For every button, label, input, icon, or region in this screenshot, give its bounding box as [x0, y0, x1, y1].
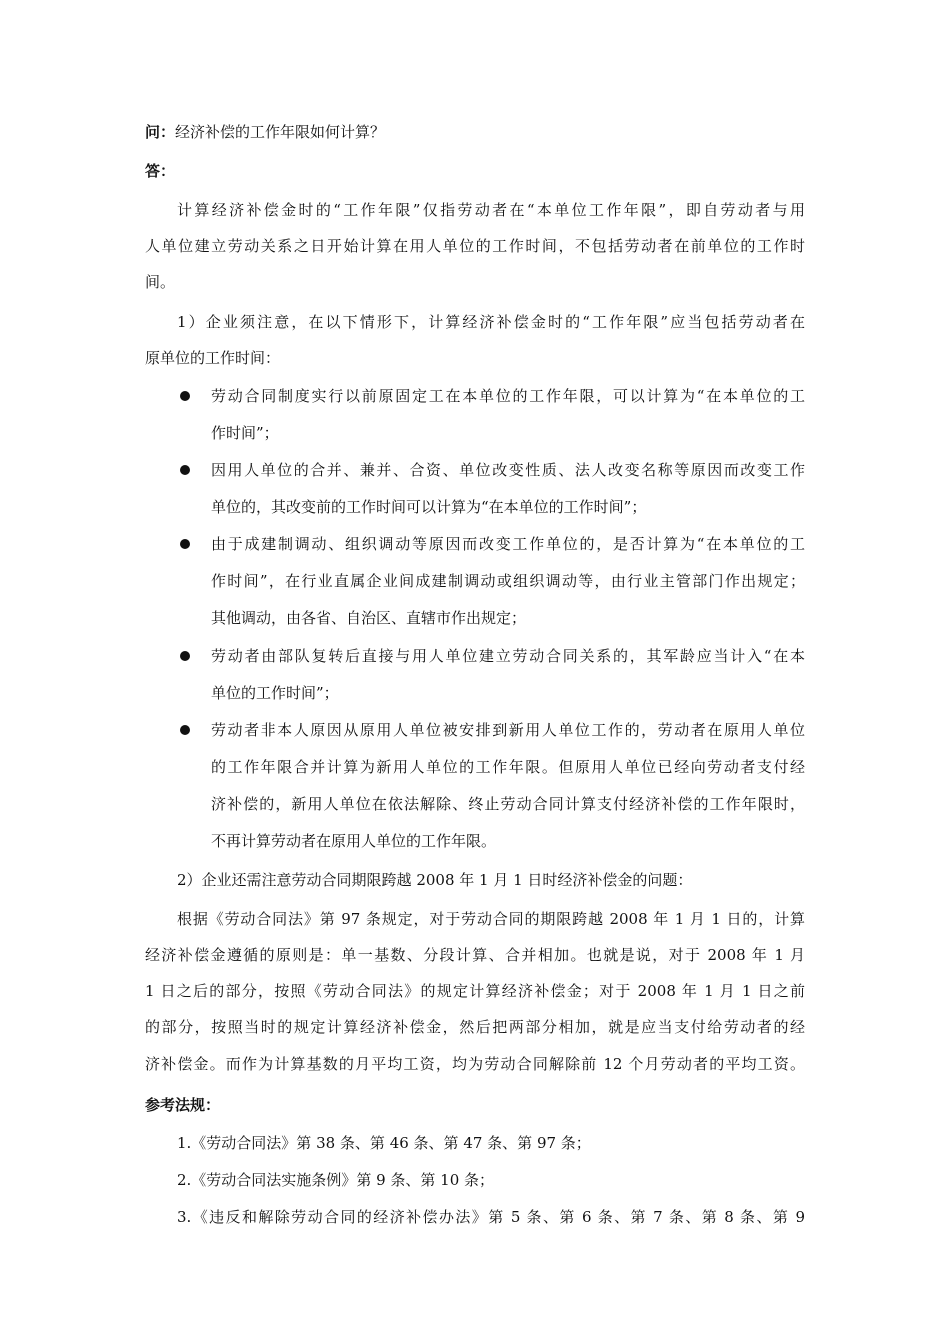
reference-item: 1.《劳动合同法》第 38 条、第 46 条、第 47 条、第 97 条；: [177, 1134, 591, 1152]
bullet-line: 单位的，其改变前的工作时间可以计算为“在本单位的工作时间”；: [211, 498, 647, 516]
intro-line: 人单位建立劳动关系之日开始计算在用人单位的工作时间，不包括劳动者在前单位的工作时: [145, 237, 805, 255]
reference-item: 2.《劳动合同法实施条例》第 9 条、第 10 条；: [177, 1171, 495, 1189]
intro-line: 计算经济补偿金时的“工作年限”仅指劳动者在“本单位工作年限”，即自劳动者与用: [177, 201, 805, 219]
bullet-dot-icon: [180, 651, 190, 661]
bullet-dot-icon: [180, 725, 190, 735]
bullet-dot-icon: [180, 465, 190, 475]
question-text: 经济补偿的工作年限如何计算？: [175, 123, 386, 141]
bullet-line: 其他调动，由各省、自治区、直辖市作出规定；: [211, 609, 527, 627]
bullet-line: 作时间”，在行业直属企业间成建制调动或组织调动等，由行业主管部门作出规定；: [211, 572, 805, 590]
references-heading: 参考法规：: [145, 1096, 221, 1114]
bullet-line: 单位的工作时间”；: [211, 684, 339, 702]
point1-line: 原单位的工作时间：: [145, 349, 281, 367]
bullet-line: 济补偿的，新用人单位在依法解除、终止劳动合同计算支付经济补偿的工作年限时，: [211, 795, 805, 813]
bullet-line: 由于成建制调动、组织调动等原因而改变工作单位的，是否计算为“在本单位的工: [211, 535, 805, 553]
point1-line: 1）企业须注意，在以下情形下，计算经济补偿金时的“工作年限”应当包括劳动者在: [177, 313, 805, 331]
answer-label: 答：: [145, 162, 176, 180]
paragraph-line: 的部分，按照当时的规定计算经济补偿金，然后把两部分相加，就是应当支付给劳动者的经: [145, 1018, 805, 1036]
paragraph-line: 济补偿金。而作为计算基数的月平均工资，均为劳动合同解除前 12 个月劳动者的平均工资。: [145, 1055, 805, 1073]
bullet-line: 的工作年限合并计算为新用人单位的工作年限。但原用人单位已经向劳动者支付经: [211, 758, 805, 776]
intro-line: 间。: [145, 273, 176, 291]
bullet-line: 作时间”；: [211, 424, 279, 442]
bullet-line: 因用人单位的合并、兼并、合资、单位改变性质、法人改变名称等原因而改变工作: [211, 461, 805, 479]
paragraph-line: 1 日之后的部分，按照《劳动合同法》的规定计算经济补偿金；对于 2008 年 1 月 1 日之前: [145, 982, 805, 1000]
paragraph-line: 根据《劳动合同法》第 97 条规定，对于劳动合同的期限跨越 2008 年 1 月 1 日的，计算: [177, 910, 805, 928]
bullet-line: 劳动合同制度实行以前原固定工在本单位的工作年限，可以计算为“在本单位的工: [211, 387, 805, 405]
question-line: [145, 122, 385, 142]
paragraph-line: 经济补偿金遵循的原则是：单一基数、分段计算、合并相加。也就是说，对于 2008 年 1 月: [145, 946, 805, 964]
bullet-dot-icon: [180, 539, 190, 549]
question-label: 问：: [145, 123, 176, 141]
bullet-line: 劳动者非本人原因从原用人单位被安排到新用人单位工作的，劳动者在原用人单位: [211, 721, 805, 739]
bullet-dot-icon: [180, 391, 190, 401]
point2-line: 2）企业还需注意劳动合同期限跨越 2008 年 1 月 1 日时经济补偿金的问题：: [177, 871, 693, 889]
bullet-line: 不再计算劳动者在原用人单位的工作年限。: [211, 832, 497, 850]
reference-item: 3.《违反和解除劳动合同的经济补偿办法》第 5 条、第 6 条、第 7 条、第 8 条、第 9: [177, 1208, 805, 1226]
bullet-line: 劳动者由部队复转后直接与用人单位建立劳动合同关系的，其军龄应当计入“在本: [211, 647, 805, 665]
